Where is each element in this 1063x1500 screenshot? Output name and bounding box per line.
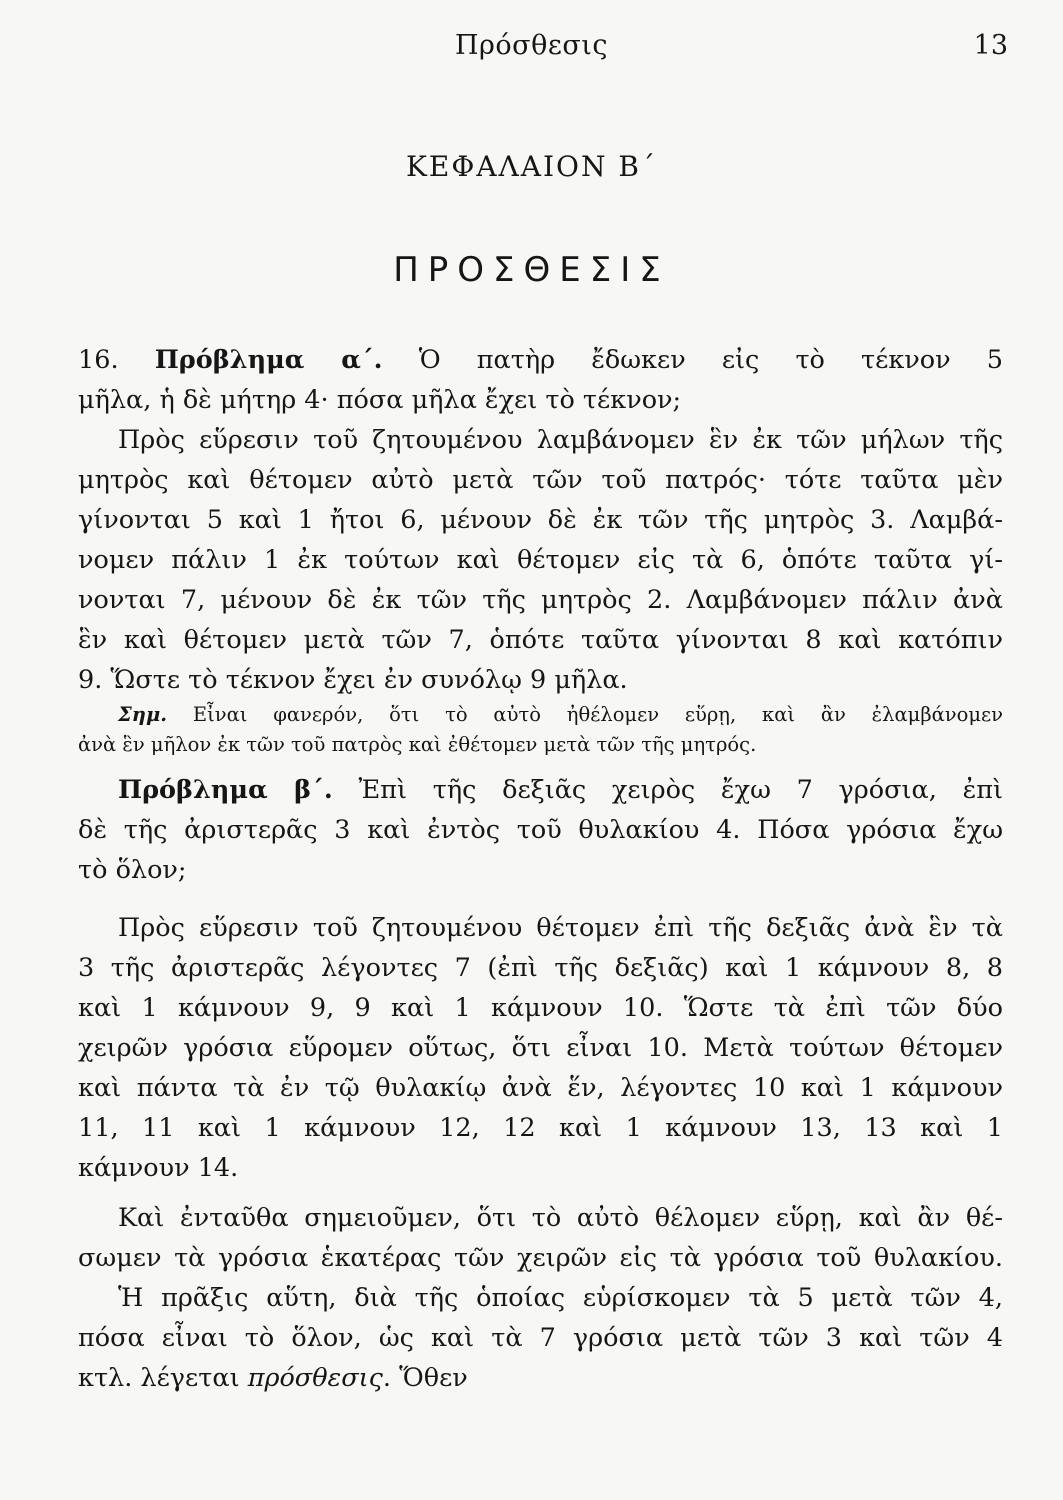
section-title: ΠΡΟΣΘΕΣΙΣ (393, 250, 670, 290)
text-line: 3 τῆς ἀριστερᾶς λέγοντες 7 (ἐπὶ τῆς δεξιᾶς) καὶ 1 κάμνουν 8, 8 (78, 953, 1003, 983)
text-segment: . Ὅθεν (382, 1363, 468, 1393)
text-line: γίνονται 5 καὶ 1 ἤτοι 6, μένουν δὲ ἐκ τῶν τῆς μητρὸς 3. Λαμβά- (78, 505, 1003, 535)
problem-label: Πρόβλημα α΄. (154, 345, 383, 375)
text-line: Ἐπὶ τῆς δεξιᾶς χειρὸς ἔχω 7 γρόσια, ἐπὶ (358, 775, 1004, 805)
running-title: Πρόσθεσις (455, 30, 608, 61)
paragraph-number: 16. (78, 345, 119, 375)
text-line: χειρῶν γρόσια εὕρομεν οὕτως, ὅτι εἶναι 10. Μετὰ τούτων θέτομεν (78, 1033, 1003, 1063)
text-line: ἓν καὶ θέτομεν μετὰ τῶν 7, ὁπότε ταῦτα γίνονται 8 καὶ κατόπιν (78, 625, 1003, 655)
body-text (78, 340, 1003, 1398)
text-line: Πρὸς εὕρεσιν τοῦ ζητουμένου λαμβάνομεν ἓν ἐκ τῶν μήλων τῆς (118, 425, 1003, 455)
text-line: δὲ τῆς ἀριστερᾶς 3 καὶ ἐντὸς τοῦ θυλακίου 4. Πόσα γρόσια ἔχω (78, 815, 1003, 845)
text-line: μητρὸς καὶ θέτομεν αὐτὸ μετὰ τῶν τοῦ πατρός· τότε ταῦτα μὲν (78, 465, 1003, 495)
text-line: 11, 11 καὶ 1 κάμνουν 12, 12 καὶ 1 κάμνουν 13, 13 καὶ 1 (78, 1113, 1003, 1143)
text-line: Πρὸς εὕρεσιν τοῦ ζητουμένου θέτομεν ἐπὶ τῆς δεξιᾶς ἀνὰ ἓν τὰ (118, 913, 1003, 943)
chapter-heading: ΚΕΦΑΛΑΙΟΝ Β΄ (406, 150, 657, 183)
definition-line (78, 1358, 1003, 1398)
text-line: νομεν πάλιν 1 ἐκ τούτων καὶ θέτομεν εἰς τὰ 6, ὁπότε ταῦτα γί- (78, 545, 1003, 575)
text-line: τὸ ὅλον; (78, 855, 187, 885)
problem-1-first-line (78, 340, 1003, 380)
text-line: πόσα εἶναι τὸ ὅλον, ὡς καὶ τὰ 7 γρόσια μετὰ τῶν 3 καὶ τῶν 4 (78, 1323, 1003, 1353)
text-line: Ἡ πρᾶξις αὕτη, διὰ τῆς ὁποίας εὑρίσκομεν τὰ 5 μετὰ τῶν 4, (118, 1283, 1003, 1313)
running-head (0, 30, 1063, 70)
text-line: Ὁ πατὴρ ἔδωκεν εἰς τὸ τέκνον 5 (418, 345, 1004, 375)
text-segment: κτλ. λέγεται (78, 1363, 240, 1393)
text-line: ἀνὰ ἓν μῆλον ἐκ τῶν τοῦ πατρὸς καὶ ἐθέτομεν μετὰ τῶν τῆς μητρός. (78, 733, 757, 756)
text-line: Καὶ ἐνταῦθα σημειοῦμεν, ὅτι τὸ αὐτὸ θέλομεν εὕρῃ, καὶ ἂν θέ- (118, 1203, 1003, 1233)
text-line: καὶ πάντα τὰ ἐν τῷ θυλακίῳ ἀνὰ ἕν, λέγοντες 10 καὶ 1 κάμνουν (78, 1073, 1003, 1103)
text-line: κάμνουν 14. (78, 1153, 239, 1183)
note-label: Σημ. (118, 703, 168, 726)
text-line: σωμεν τὰ γρόσια ἑκατέρας τῶν χειρῶν εἰς τὰ γρόσια τοῦ θυλακίου. (78, 1243, 1003, 1273)
text-line: 9. Ὥστε τὸ τέκνον ἔχει ἐν συνόλῳ 9 μῆλα. (78, 665, 628, 695)
text-line: μῆλα, ἡ δὲ μήτηρ 4· πόσα μῆλα ἔχει τὸ τέκνον; (78, 385, 682, 415)
text-line: Εἶναι φανερόν, ὅτι τὸ αὐτὸ ἠθέλομεν εὕρῃ, καὶ ἂν ἐλαμβάνομεν (192, 703, 1004, 726)
note-first-line (78, 700, 1003, 730)
page-number: 13 (973, 30, 1008, 61)
problem-label: Πρόβλημα β΄. (118, 775, 333, 805)
text-line: νονται 7, μένουν δὲ ἐκ τῶν τῆς μητρὸς 2. Λαμβάνομεν πάλιν ἀνὰ (78, 585, 1003, 615)
problem-2-first-line (78, 770, 1003, 810)
defined-term: πρόσθεσις (247, 1363, 383, 1393)
text-line: καὶ 1 κάμνουν 9, 9 καὶ 1 κάμνουν 10. Ὥστε τὰ ἐπὶ τῶν δύο (78, 993, 1003, 1023)
